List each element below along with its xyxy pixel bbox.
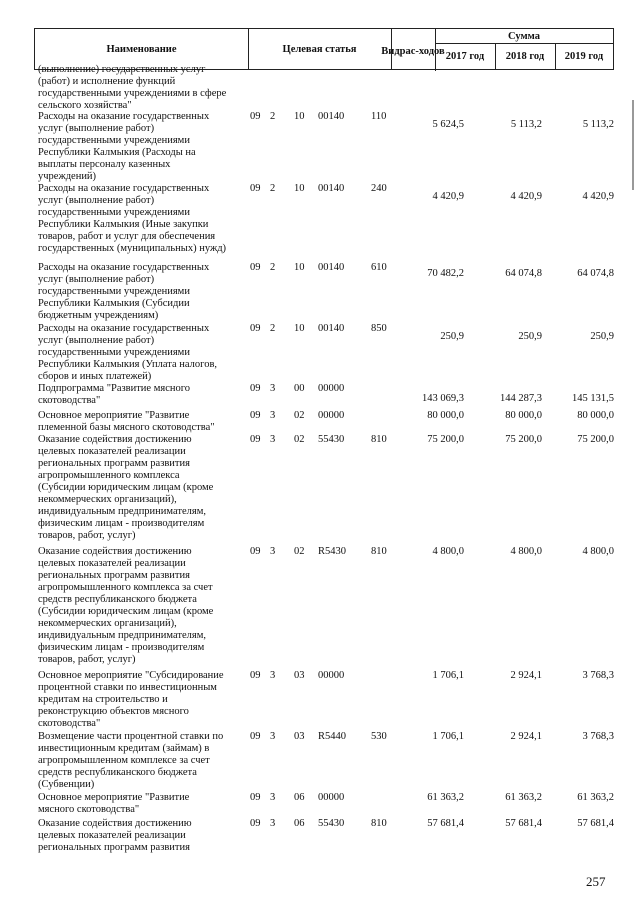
row-code-program: 09 <box>250 434 261 445</box>
row-sum-2017: 5 624,5 <box>432 119 464 130</box>
row-code-program: 09 <box>250 262 261 273</box>
row-sum-2017: 75 200,0 <box>427 434 464 445</box>
row-name: Возмещение части процентной ставки по инвестиционным кредитам (займам) в агропромышленном комплексе за счет средств республиканского бюджета (Субвенции) <box>38 731 224 790</box>
header-sum <box>435 29 613 69</box>
row-sum-2019: 57 681,4 <box>577 818 614 829</box>
row-sum-2019: 5 113,2 <box>582 119 614 130</box>
row-sum-2017: 61 363,2 <box>427 792 464 803</box>
row-name: Оказание содействия достижению целевых показателей реализации региональных программ развития <box>38 818 192 853</box>
row-code-event: 03 <box>294 670 305 681</box>
header-vid-line1: Вид <box>381 45 400 57</box>
row-sum-2018: 75 200,0 <box>505 434 542 445</box>
row-code-event: 02 <box>294 434 305 445</box>
row-sum-2019: 80 000,0 <box>577 410 614 421</box>
row-sum-2017: 70 482,2 <box>427 268 464 279</box>
row-code-direction: 00140 <box>318 111 345 122</box>
row-sum-2018: 4 420,9 <box>510 191 542 202</box>
row-sum-2019: 250,9 <box>590 331 614 342</box>
row-code-program: 09 <box>250 111 261 122</box>
row-code-subprogram: 2 <box>270 262 276 273</box>
row-name: Основное мероприятие "Развитие мясного скотоводства" <box>38 792 190 815</box>
row-name: Основное мероприятие "Субсидирование процентной ставки по инвестиционным кредитам на строительство и реконструкцию объектов мясного скотоводства" <box>38 670 224 729</box>
row-code-subprogram: 3 <box>270 546 276 557</box>
row-code-program: 09 <box>250 410 261 421</box>
row-sum-2019: 145 131,5 <box>572 393 614 404</box>
row-code-direction: R5430 <box>318 546 347 557</box>
row-expense-type: 610 <box>371 262 387 273</box>
row-name: Оказание содействия достижению целевых показателей реализации региональных программ развития агропромышленного комплекса (Субсидии юридическим лицам (кроме некоммерческих организаций), индивидуальным предпринимателям, физическим лицам - производителям товаров, работ, услуг) <box>38 434 214 541</box>
header-vid-line3: ходов <box>418 45 445 57</box>
row-code-event: 10 <box>294 262 305 273</box>
header-year-2017: 2017 год <box>435 43 496 69</box>
row-sum-2018: 57 681,4 <box>505 818 542 829</box>
header-target-article: Целевая статья <box>248 29 392 69</box>
row-name: Расходы на оказание государственных услуг (выполнение работ) государственными учреждениями Республики Калмыкия (Расходы на выплаты персоналу казенных учреждений) <box>38 111 210 182</box>
row-sum-2018: 64 074,8 <box>505 268 542 279</box>
row-code-direction: 00000 <box>318 410 345 421</box>
row-sum-2019: 4 800,0 <box>582 546 614 557</box>
row-code-event: 06 <box>294 792 305 803</box>
row-code-subprogram: 3 <box>270 670 276 681</box>
row-sum-2018: 2 924,1 <box>510 670 542 681</box>
row-name: Основное мероприятие "Развитие племенной базы мясного скотоводства" <box>38 410 215 433</box>
row-sum-2019: 4 420,9 <box>582 191 614 202</box>
row-name: Оказание содействия достижению целевых показателей реализации региональных программ развития агропромышленного комплекса за счет средств республиканского бюджета (Субсидии юридическим лицам (кроме некоммерческих организаций), индивидуальным предпринимателям, физическим лицам - производителям товаров, работ, услуг) <box>38 546 214 665</box>
row-code-subprogram: 2 <box>270 183 276 194</box>
row-code-event: 10 <box>294 111 305 122</box>
row-code-subprogram: 3 <box>270 383 276 394</box>
row-expense-type: 530 <box>371 731 387 742</box>
header-year-2019: 2019 год <box>564 50 604 62</box>
row-code-program: 09 <box>250 670 261 681</box>
row-code-program: 09 <box>250 818 261 829</box>
row-code-direction: 55430 <box>318 818 345 829</box>
row-code-event: 00 <box>294 383 305 394</box>
row-name: Расходы на оказание государственных услуг (выполнение работ) государственными учреждениями Республики Калмыкия (Иные закупки товаров, работ и услуг для обеспечения государственных (муниципальных) нужд) <box>38 183 227 254</box>
row-name: Расходы на оказание государственных услуг (выполнение работ) государственными учреждениями Республики Калмыкия (Уплата налогов, сборов и иных платежей) <box>38 323 218 382</box>
row-expense-type: 810 <box>371 546 387 557</box>
row-sum-2018: 144 287,3 <box>500 393 542 404</box>
row-sum-2018: 61 363,2 <box>505 792 542 803</box>
row-code-subprogram: 3 <box>270 792 276 803</box>
row-sum-2017: 1 706,1 <box>432 731 464 742</box>
row-expense-type: 850 <box>371 323 387 334</box>
row-sum-2017: 4 420,9 <box>432 191 464 202</box>
row-sum-2019: 61 363,2 <box>577 792 614 803</box>
row-code-subprogram: 2 <box>270 111 276 122</box>
row-code-direction: 00140 <box>318 183 345 194</box>
row-code-direction: 00000 <box>318 670 345 681</box>
row-code-program: 09 <box>250 323 261 334</box>
row-code-subprogram: 3 <box>270 410 276 421</box>
row-code-direction: 00000 <box>318 792 345 803</box>
row-name: Подпрограмма "Развитие мясного скотоводства" <box>38 383 191 406</box>
row-sum-2017: 143 069,3 <box>422 393 464 404</box>
row-code-subprogram: 2 <box>270 323 276 334</box>
row-expense-type: 810 <box>371 434 387 445</box>
row-name: (выполнение) государственных услуг (работ) и исполнение функций государственными учреждениями в сфере сельского хозяйства" <box>38 64 227 111</box>
row-name: Расходы на оказание государственных услуг (выполнение работ) государственными учреждениями Республики Калмыкия (Субсидии бюджетным учреждениям) <box>38 262 210 321</box>
row-sum-2019: 75 200,0 <box>577 434 614 445</box>
row-code-event: 06 <box>294 818 305 829</box>
row-sum-2017: 80 000,0 <box>427 410 464 421</box>
row-code-subprogram: 3 <box>270 818 276 829</box>
row-code-program: 09 <box>250 546 261 557</box>
row-code-event: 02 <box>294 546 305 557</box>
row-code-direction: R5440 <box>318 731 347 742</box>
row-sum-2018: 5 113,2 <box>510 119 542 130</box>
header-sum-title: Сумма <box>435 29 613 44</box>
header-expense-type <box>381 29 445 71</box>
row-code-event: 03 <box>294 731 305 742</box>
row-sum-2018: 4 800,0 <box>510 546 542 557</box>
row-sum-2017: 4 800,0 <box>432 546 464 557</box>
scan-edge-mark <box>632 100 634 190</box>
header-vid-line2: рас- <box>399 45 419 57</box>
row-code-subprogram: 3 <box>270 434 276 445</box>
row-sum-2019: 64 074,8 <box>577 268 614 279</box>
row-expense-type: 810 <box>371 818 387 829</box>
row-code-direction: 00140 <box>318 262 345 273</box>
row-code-program: 09 <box>250 383 261 394</box>
row-sum-2019: 3 768,3 <box>582 731 614 742</box>
row-sum-2019: 3 768,3 <box>582 670 614 681</box>
row-sum-2017: 57 681,4 <box>427 818 464 829</box>
row-sum-2018: 250,9 <box>518 331 542 342</box>
row-code-program: 09 <box>250 183 261 194</box>
row-code-direction: 00140 <box>318 323 345 334</box>
row-expense-type: 110 <box>371 111 387 122</box>
row-code-event: 02 <box>294 410 305 421</box>
page-number: 257 <box>586 874 606 889</box>
row-code-program: 09 <box>250 792 261 803</box>
row-code-program: 09 <box>250 731 261 742</box>
row-code-direction: 55430 <box>318 434 345 445</box>
row-sum-2018: 2 924,1 <box>510 731 542 742</box>
row-sum-2018: 80 000,0 <box>505 410 542 421</box>
row-code-direction: 00000 <box>318 383 345 394</box>
row-sum-2017: 250,9 <box>440 331 464 342</box>
row-expense-type: 240 <box>371 183 387 194</box>
header-year-2018: 2018 год <box>495 43 556 69</box>
row-code-event: 10 <box>294 323 305 334</box>
row-code-event: 10 <box>294 183 305 194</box>
header-name: Наименование <box>35 29 249 69</box>
row-code-subprogram: 3 <box>270 731 276 742</box>
row-sum-2017: 1 706,1 <box>432 670 464 681</box>
